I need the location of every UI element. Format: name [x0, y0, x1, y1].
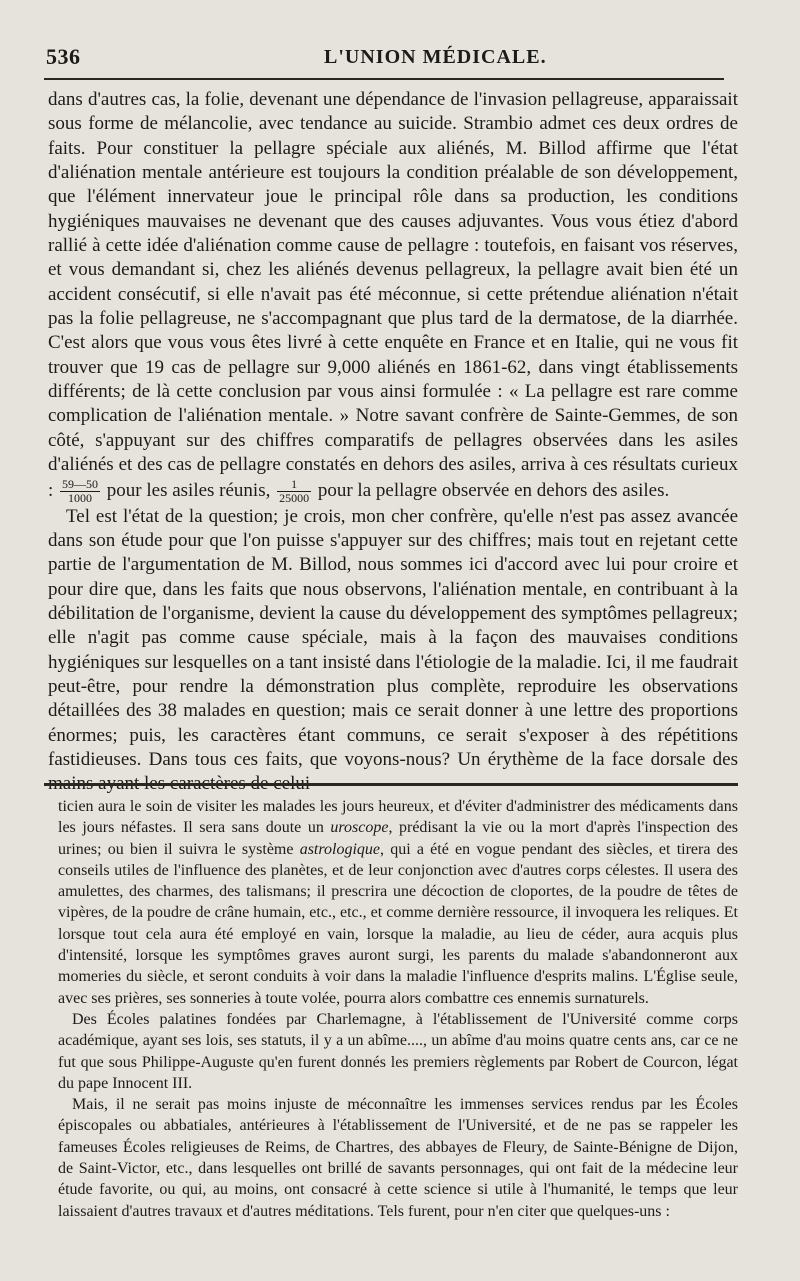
- footnote-text: , qui a été en vogue pendant des siècles, et tirera des conseils utiles de l'influence des planètes, et de leur conjonction avec d'autres corps célestes. Il usera des amulettes, des charmes, des talismans; il prescrira une décoction de cloportes, de la poudre de têtes de vipères, de la poudre de crâne humain, etc., etc., et comme dernière ressource, il invoquera les reliques. Et lorsque tout cela aura été employé en vain, lorsque la maladie, au lieu de céder, aura acquis plus d'intensité, lorsque les symptômes graves auront surgi, les parents du malade s'abandonneront aux momeries du siècle, et seront conduits à voir dans la maladie l'influence d'esprits malins. L'Église seule, avec ses prières, ses sonneries à toute volée, pourra alors combattre ces ennemis surnaturels.: [58, 840, 738, 1007]
- fraction-numerator: 1: [291, 476, 298, 491]
- fraction-denominator: 1000: [60, 491, 100, 505]
- page-header: [46, 44, 720, 74]
- footnote-italic-term: astrologique: [299, 840, 380, 858]
- footnote-paragraph: [58, 796, 738, 1009]
- paragraph-state-of-question: Tel est l'état de la question; je crois, mon cher confrère, qu'elle n'est pas assez avancée dans son étude pour que l'on puisse s'appuyer sur des chiffres; mais tout en rejetant cette partie de l'argumentation de M. Billod, nous sommes ici d'accord avec lui pour croire et pour dire que, dans les faits que nous observons, l'aliénation mentale, en contribuant à la débilitation de l'organisme, devient la cause du développement des symptômes pellagreux; elle n'agit pas comme cause spéciale, mais à la façon des mauvaises conditions hygiéniques sur lesquelles on a tant insisté dans l'étiologie de la maladie. Ici, il me faudrait peut-être, pour rendre la démonstration plus complète, reproduire les observations détaillées des 38 malades en question; mais ce serait donner à une lettre des proportions énormes; puis, les caractères étant communs, ce serait s'exposer à des répétitions fastidieuses. Dans tous ces faits, que voyons-nous? Un érythème de la face dorsale des mains ayant les caractères de celui: [48, 505, 738, 795]
- footnote-paragraph: Des Écoles palatines fondées par Charlemagne, à l'établissement de l'Université comme corps académique, ayant ses lois, ses statuts, il y a un abîme...., un abîme d'au moins quatre cents ans, car ce ne fut que sous Philippe-Auguste qu'en furent donnés les premiers règlements par Robert de Courcon, légat du pape Innocent III.: [58, 1010, 738, 1092]
- fraction-asiles: [60, 478, 100, 505]
- footnote-separator: [44, 783, 738, 786]
- paragraph-text: pour les asiles réunis,: [106, 479, 271, 501]
- paragraph-text: pour la pellagre observée en dehors des asiles.: [317, 479, 670, 501]
- main-text: [48, 88, 738, 797]
- fraction-dehors: [277, 478, 311, 505]
- footnote-paragraph: Mais, il ne serait pas moins injuste de méconnaître les immenses services rendus par les Écoles épiscopales ou abbatiales, antérieures à l'établissement de l'Université, et de ne pas se rappeler les fameuses Écoles religieuses de Reims, de Chartres, des abbayes de Fleury, de Sainte-Bénigne de Dijon, de Saint-Victor, etc., dans lesquelles ont brillé de savants personnages, qui ont fait de la médecine leur étude favorite, ou qui, au moins, ont consacré à cette science si utile à l'humanité, le temps que leur laissaient d'autres travaux et d'autres méditations. Tels furent, pour n'en citer que quelques-uns :: [58, 1096, 738, 1220]
- paragraph-pellagra-alienation: [48, 88, 738, 505]
- paragraph-text: dans d'autres cas, la folie, devenant une dépendance de l'invasion pellagreuse, apparaissait sous forme de mélancolie, avec tendance au suicide. Strambio admet ces deux ordres de faits. Pour constituer la pellagre spéciale aux aliénés, M. Billod affirme que l'état d'aliénation mentale antérieure est toujours la condition préalable de son développement, que l'élément innervateur joue le principal rôle dans sa production, les conditions hygiéniques mauvaises ne devenant que des causes adjuvantes. Vous vous étiez d'abord rallié à cette idée d'aliénation comme cause de pellagre : toutefois, en faisant vos réserves, et vous demandant si, chez les aliénés devenus pellagreux, la pellagre avait bien été un accident consécutif, si elle n'avait pas été méconnue, si cette prétendue aliénation n'était pas la folie pellagreuse, ne s'accompagnant que plus tard de la dermatose, de la diarrhée. C'est alors que vous vous êtes livré à cette enquête en France et en Italie, qui ne vous fit trouver que 19 cas de pellagre sur 9,000 aliénés en 1861-62, dans vingt établissements différents; de là cette conclusion par vous ainsi formulée : « La pellagre est rare comme complication de l'aliénation mentale. » Notre savant confrère de Sainte-Gemmes, de son côté, s'appuyant sur des chiffres comparatifs de pellagres observées dans les asiles d'aliénés et des cas de pellagre constatés en dehors des asiles, arriva à ces résultats curieux :: [48, 89, 738, 501]
- footnote-block: [58, 796, 738, 1222]
- footnote-text: ticien aura le soin de visiter les malades les jours heureux, et d'éviter d'administrer des médicaments dans les jours néfastes. Il sera sans doute un: [58, 798, 738, 837]
- fraction-numerator: 59—50: [62, 476, 99, 491]
- fraction-denominator: 25000: [279, 490, 310, 505]
- header-rule: [44, 78, 724, 80]
- running-title: L'UNION MÉDICALE.: [324, 46, 547, 68]
- footnote-text: , prédisant la vie ou la mort d'après l'inspection des urines; ou bien il suivra le système: [58, 819, 739, 858]
- footnote-italic-term: uroscope: [330, 819, 389, 837]
- page-number: 536: [46, 44, 81, 69]
